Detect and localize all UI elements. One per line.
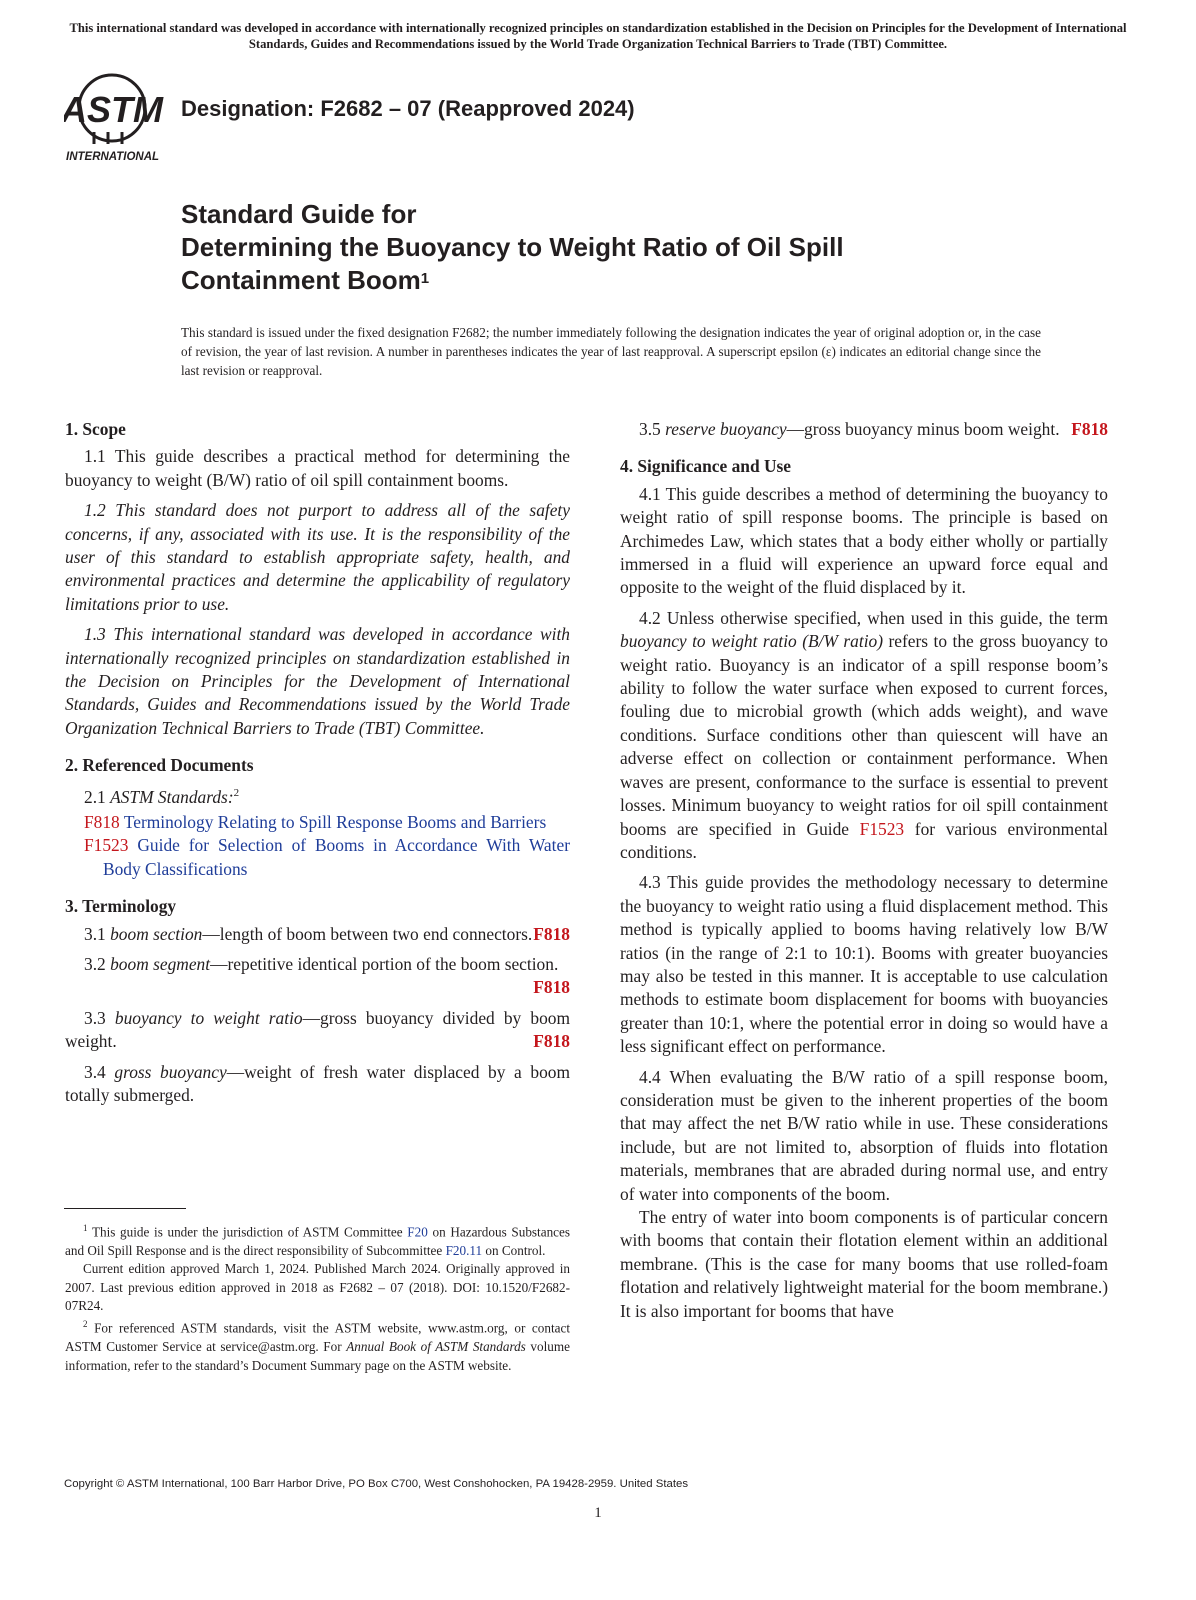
reference-title[interactable]: Guide for Selection of Booms in Accordance With Water Body Classifications (103, 835, 570, 879)
paragraph-4-4: 4.4 When evaluating the B/W ratio of a spill response boom, consideration must be given to the inherent properties of the boom that may affect the net B/W ratio while in use. These considerations include, but are not limited to, absorption of fluids into flotation materials, membranes that are abraded during normal use, and entry of water into components of the boom. (620, 1066, 1108, 1204)
wto-notice: This international standard was developed in accordance with internationally recognized principles on standardization established in the Decision on Principles for the Development of International Standards, Guides and Recommendations issued by the World Trade Organization Technical Barriers to Trade (TBT) Committee. (69, 21, 1127, 51)
section-heading-referenced: 2. Referenced Documents (65, 755, 254, 776)
reference-title[interactable]: Terminology Relating to Spill Response Booms and Barriers (123, 811, 547, 832)
left-column (65, 418, 570, 1114)
reference-f818[interactable] (84, 811, 570, 834)
link-f1523[interactable]: F1523 (859, 818, 905, 839)
term-3-4: 3.4 gross buoyancy—weight of fresh water displaced by a boom totally submerged. (65, 1061, 570, 1105)
issued-note: This standard is issued under the fixed designation F2682; the number immediately following the designation indicates the year of original adoption or, in the case of revision, the year of last revision. A number in parentheses indicates the year of last reapproval. A superscript epsilon (ε) indicates an editorial change since the last revision or reapproval. (181, 325, 1041, 378)
title-line-1: Standard Guide for (181, 199, 417, 229)
astm-logo (64, 72, 168, 164)
term-3-1: 3.1 boom section—length of boom between two end connectors. F818 (65, 923, 570, 946)
footnotes (65, 1219, 570, 1375)
designation: Designation: F2682 – 07 (Reapproved 2024) (181, 96, 635, 121)
page-number: 1 (594, 1505, 602, 1521)
term-ref-f818[interactable]: F818 (533, 1031, 570, 1052)
svg-text:INTERNATIONAL: INTERNATIONAL (66, 151, 160, 163)
right-column (620, 418, 1108, 1330)
paragraph-4-4-cont: The entry of water into boom components is of particular concern with booms that contain their flotation element within an additional membrane. (This is the case for many booms that use rolled-foam flotation and relatively lightweight material for the boom membrane.) It is also important for booms that have (620, 1207, 1108, 1321)
title-footnote-mark: 1 (420, 270, 430, 287)
section-heading-significance: 4. Significance and Use (620, 456, 792, 477)
paragraph-1-3: 1.3 This international standard was developed in accordance with internationally recognized principles on standardization established in the Decision on Principles for the Development of International Standards, Guides and Recommendations issued by the World Trade Organization Technical Barriers to Trade (TBT) Committee. (65, 624, 570, 738)
term-ref-f818[interactable]: F818 (533, 977, 570, 998)
term-3-2: 3.2 boom segment—repetitive identical portion of the boom section. F818 (65, 953, 570, 1000)
term-3-5: 3.5 reserve buoyancy—gross buoyancy minus boom weight. F818 (620, 418, 1108, 441)
footnote-1: $^1$ This guide is under the jurisdiction of ASTM Committee F20 on Hazardous Substances and Oil Spill Response and is the direct responsibility of Subcommittee F20.11 on Control. (65, 1223, 570, 1258)
section-heading-scope: 1. Scope (65, 419, 126, 439)
paragraph-4-2: 4.2 Unless otherwise specified, when used in this guide, the term buoyancy to weight ratio (B/W ratio) refers to the gross buoyancy to weight ratio. Buoyancy is an indicator of a spill response boom’s ability to follow the water surface when exposed to current forces, fouling due to microbial growth (which adds weight), and wave conditions. Surface conditions other than quiescent will have an adverse effect on collection or containment performance. When waves are present, conformance to the surface is essential to prevent losses. Minimum buoyancy to weight ratios for oil spill containment booms are specified in Guide F1523 for various environmental conditions. (620, 607, 1108, 862)
paragraph-4-1: 4.1 This guide describes a method of determining the buoyancy to weight ratio of spill response booms. The principle is based on Archimedes Law, which states that a body either wholly or partially immersed in a fluid will experience an upward force equal and opposite to the weight of the fluid displaced by it. (620, 483, 1108, 598)
paragraph-1-2: 1.2 This standard does not purport to address all of the safety concerns, if any, associated with its use. It is the responsibility of the user of this standard to establish appropriate safety, health, and environmental practices and determine the applicability of regulatory limitations prior to use. (65, 500, 570, 614)
footnote-divider (64, 1208, 186, 1209)
section-heading-terminology: 3. Terminology (65, 896, 177, 917)
copyright: Copyright © ASTM International, 100 Barr Harbor Drive, PO Box C700, West Conshohocken, PA 19428-2959. United States (64, 1478, 689, 1490)
reference-f1523[interactable] (84, 834, 570, 881)
document-title (181, 198, 1061, 297)
svg-text:ASTM: ASTM (64, 89, 163, 130)
term-3-3: 3.3 buoyancy to weight ratio—gross buoyancy divided by boom weight. F818 (65, 1007, 570, 1054)
reference-code[interactable]: F1523 (84, 835, 129, 856)
title-line-2: Determining the Buoyancy to Weight Ratio of Oil Spill (181, 232, 844, 262)
term-ref-f818[interactable]: F818 (533, 923, 570, 944)
footnote-link-f20[interactable]: F20 (407, 1224, 428, 1240)
footnote-link-f20-11[interactable]: F20.11 (445, 1242, 483, 1258)
reference-code[interactable]: F818 (84, 811, 120, 832)
paragraph-1-1: 1.1 This guide describes a practical method for determining the buoyancy to weight (B/W) ratio of oil spill containment booms. (65, 446, 570, 490)
term-ref-f818[interactable]: F818 (1071, 419, 1108, 439)
astm-logo-icon (64, 72, 168, 164)
footnote-edition: Current edition approved March 1, 2024. Published March 2024. Originally approved in 2007. Last previous edition approved in 2018 as F2682 – 07 (2018). DOI: 10.1520/F2682-07R24. (65, 1261, 570, 1314)
title-line-3: Containment Boom$^1$ (181, 265, 430, 295)
paragraph-2-1: 2.1 ASTM Standards:$^2$ (84, 786, 240, 807)
paragraph-4-3: 4.3 This guide provides the methodology necessary to determine the buoyancy to weight ratio using a fluid displacement method. This method is typically applied to booms having relatively low B/W ratios (in the range of 2:1 to 10:1). Booms with greater buoyancies may also be tested in this manner. It is acceptable to use calculation methods to estimate boom displacement for booms with buoyancies greater than 10:1, where the potential error in doing so would have a less significant effect on performance. (620, 872, 1108, 1057)
footnote-2: $^2$ For referenced ASTM standards, visit the ASTM website, www.astm.org, or contact ASTM Customer Service at service@astm.org. For Annual Book of ASTM Standards volume information, refer to the standard’s Document Summary page on the ASTM website. (65, 1319, 570, 1373)
